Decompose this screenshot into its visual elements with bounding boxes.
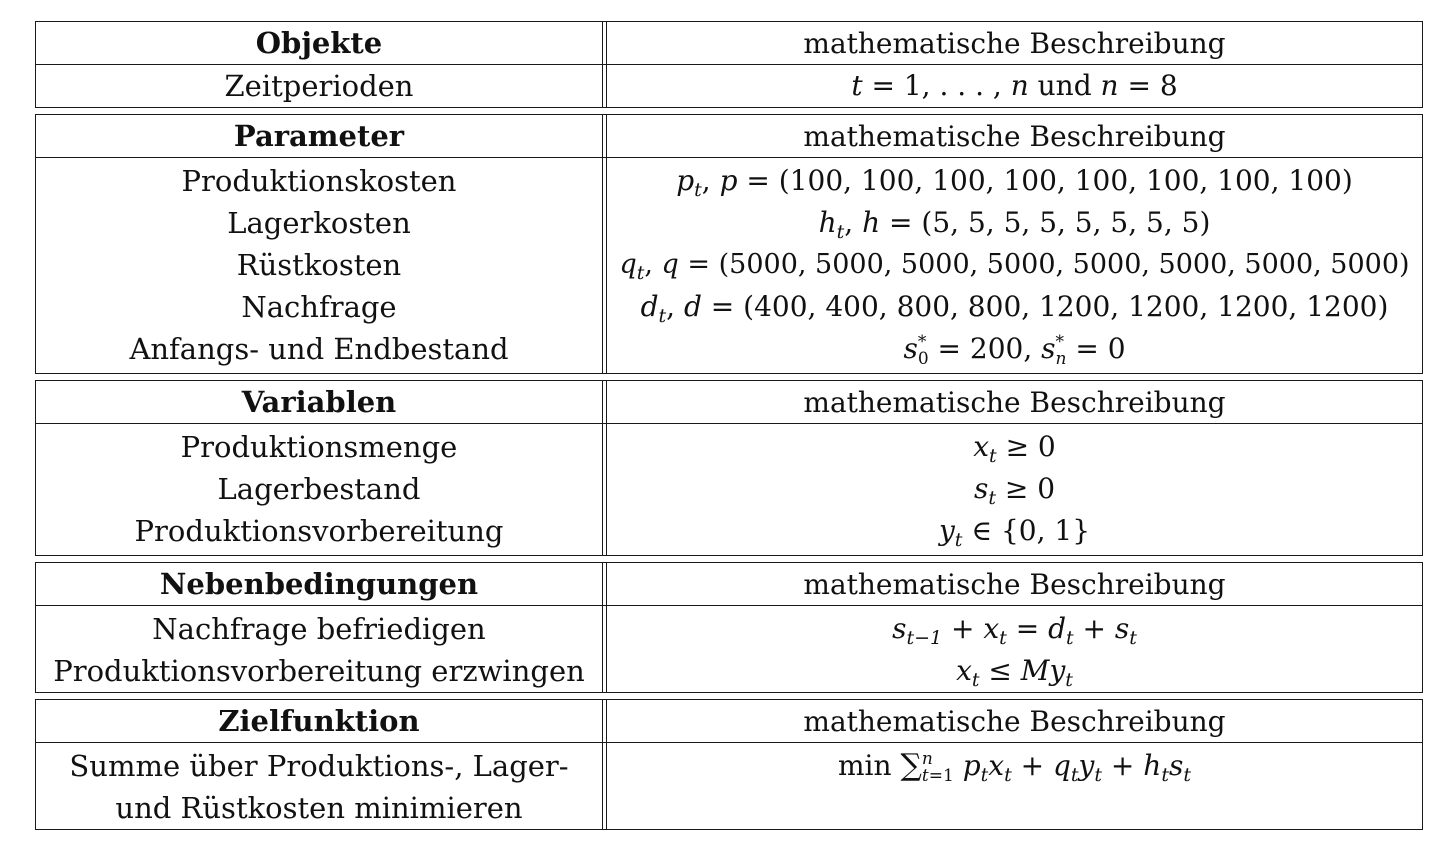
header-row: [36, 563, 1422, 606]
row-label: Rüstkosten: [236, 248, 402, 282]
objective-math: min ∑ n t=1 $p_tx_t + q_ty_t + h_ts_t$: [838, 748, 1191, 786]
double-divider: [602, 563, 607, 692]
section-parameter: [35, 114, 1423, 374]
section-objekte: [35, 21, 1423, 108]
row-label: Nachfrage befriedigen: [152, 612, 486, 646]
header-row: [36, 22, 1422, 65]
header-left: Zielfunktion: [218, 704, 420, 738]
model-table: [35, 21, 1423, 836]
objective-label-line: Summe über Produktions-, Lager-: [69, 749, 569, 783]
row-label: Produktionsmenge: [180, 430, 458, 464]
row-math: $q_t$, q = (5000, 5000, 5000, 5000, 5000, 5000, 5000, 5000): [619, 249, 1410, 284]
objective-label-line: und Rüstkosten minimieren: [115, 791, 523, 825]
section-nebenbedingungen: [35, 562, 1423, 693]
double-divider: [602, 22, 607, 107]
header-left: Objekte: [255, 26, 383, 60]
row-label: Produktionsvorbereitung: [134, 514, 504, 548]
double-divider: [602, 700, 607, 829]
header-left: Parameter: [233, 119, 405, 153]
header-left: Variablen: [241, 385, 397, 419]
row-math: $x_t \ge 0$: [973, 430, 1056, 467]
row-label: Zeitperioden: [224, 69, 414, 103]
row-label: Lagerbestand: [217, 472, 421, 506]
header-row: [36, 115, 1422, 158]
row-label: Produktionsvorbereitung erzwingen: [53, 654, 585, 688]
section-variablen: [35, 380, 1423, 556]
row-math: $s_t \ge 0$: [973, 472, 1056, 509]
header-right: mathematische Beschreibung: [803, 119, 1226, 153]
row-label: Nachfrage: [241, 290, 397, 324]
header-row: [36, 700, 1422, 743]
header-right: mathematische Beschreibung: [803, 385, 1226, 419]
double-divider: [602, 115, 607, 373]
header-row: [36, 381, 1422, 424]
section-zielfunktion: [35, 699, 1423, 830]
row-math: $y_t$ ∈ {0, 1}: [938, 514, 1091, 551]
double-divider: [602, 381, 607, 555]
row-math: s * 0 = 200, s * n = 0: [903, 332, 1126, 369]
header-right: mathematische Beschreibung: [803, 567, 1226, 601]
row-math: $d_t$, d = (400, 400, 800, 800, 1200, 1200, 1200, 1200): [640, 290, 1389, 327]
row-math: $h_t$, h = (5, 5, 5, 5, 5, 5, 5, 5): [818, 206, 1211, 243]
header-left: Nebenbedingungen: [159, 567, 479, 601]
row-label: Anfangs- und Endbestand: [129, 332, 509, 366]
row-label: Produktionskosten: [181, 164, 457, 198]
row-math: t = 1, . . . , n und n = 8: [851, 69, 1178, 102]
row-math: $x_t \le My_t$: [956, 654, 1073, 691]
header-right: mathematische Beschreibung: [803, 704, 1226, 738]
row-label: Lagerkosten: [227, 206, 411, 240]
header-right: mathematische Beschreibung: [803, 26, 1226, 60]
row-math: $s_{t-1} + x_t = d_t + s_t$: [892, 612, 1137, 649]
row-math: $p_t$, p = (100, 100, 100, 100, 100, 100, 100, 100): [676, 164, 1353, 201]
